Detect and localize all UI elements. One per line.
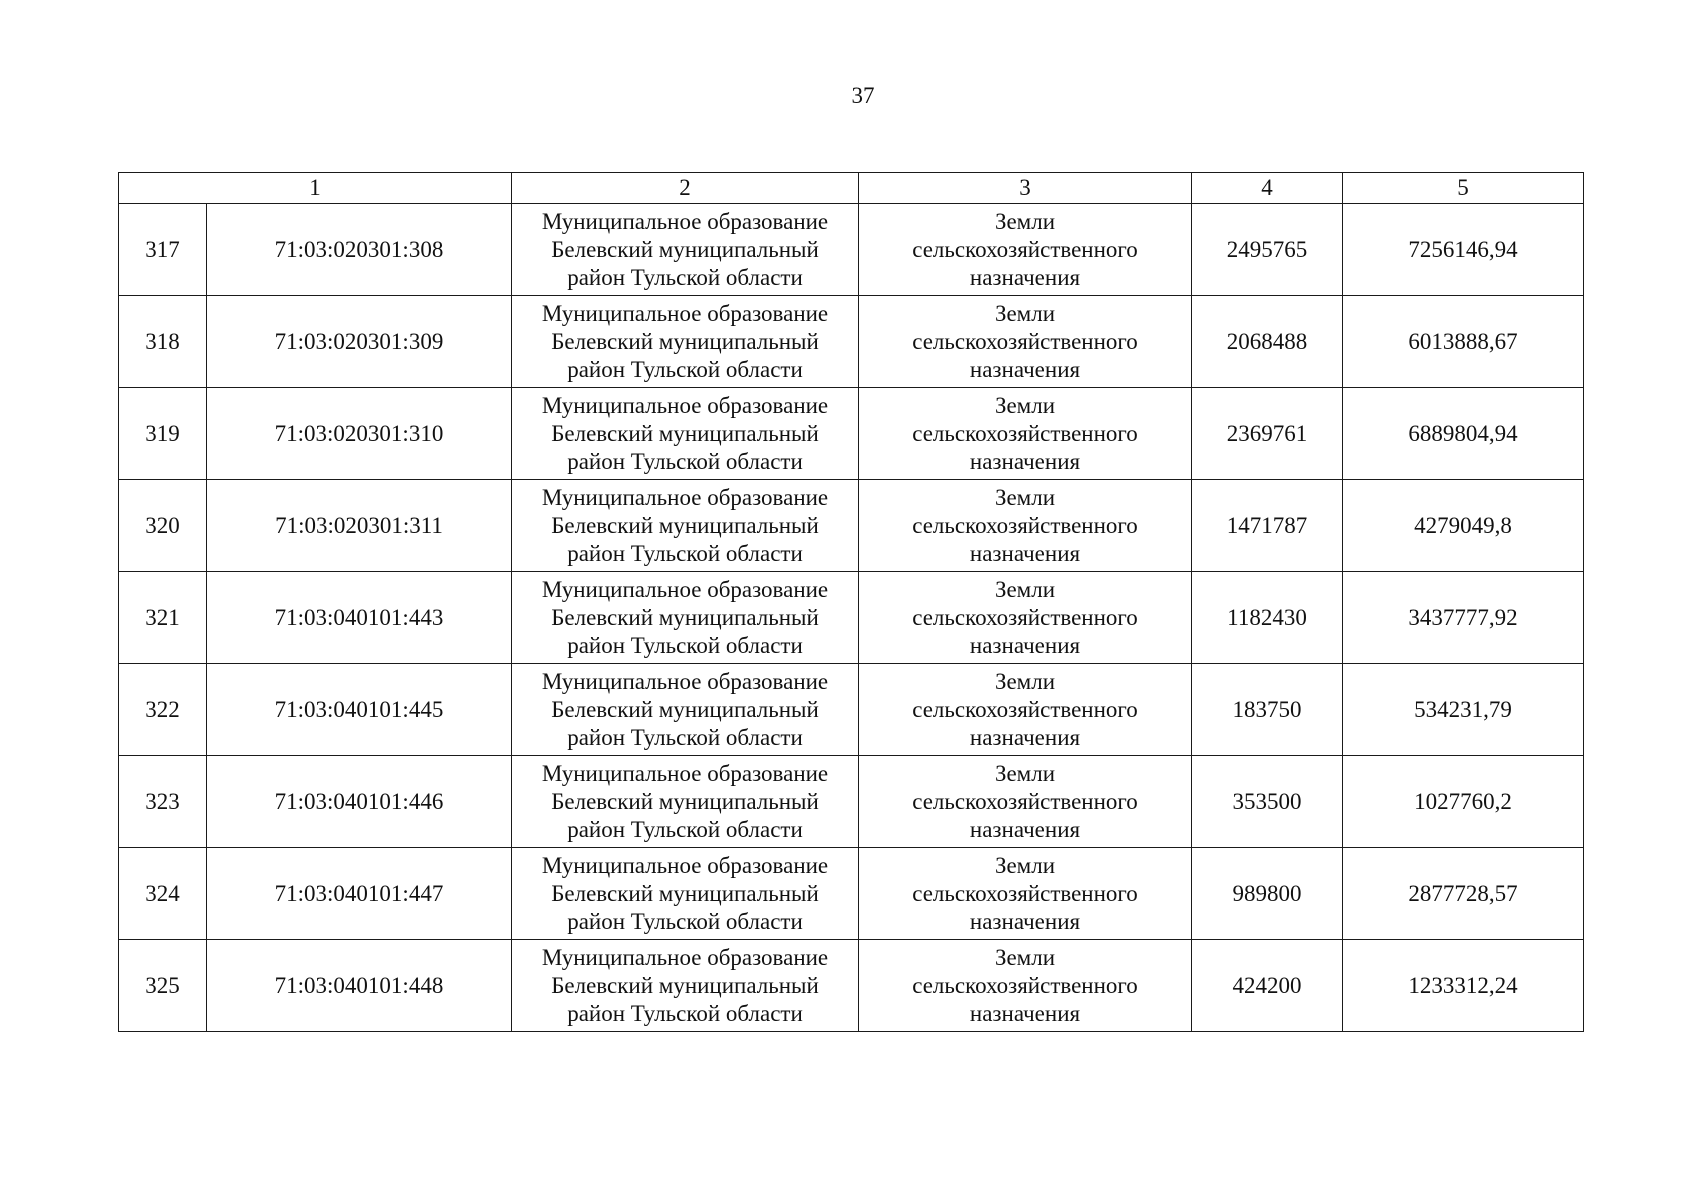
area-cell: 989800 xyxy=(1192,848,1343,940)
row-index-cell: 322 xyxy=(119,664,207,756)
land-category-line: Земли xyxy=(994,576,1056,602)
land-category-line: назначения xyxy=(969,264,1081,290)
land-parcel-table xyxy=(118,172,1584,1032)
owner-line: район Тульской области xyxy=(567,816,803,842)
cadastral-number-cell: 71:03:040101:447 xyxy=(207,848,512,940)
owner-line: Муниципальное образование xyxy=(541,576,829,602)
table-row xyxy=(119,940,1584,1032)
row-index-cell: 319 xyxy=(119,388,207,480)
land-category-cell xyxy=(859,296,1192,388)
row-index-cell: 325 xyxy=(119,940,207,1032)
table-row xyxy=(119,296,1584,388)
page-number: 37 xyxy=(851,83,875,108)
row-index-cell: 320 xyxy=(119,480,207,572)
land-category-line: Земли xyxy=(994,208,1056,234)
owner-line: район Тульской области xyxy=(567,264,803,290)
area-cell: 1471787 xyxy=(1192,480,1343,572)
owner-line: Белевский муниципальный xyxy=(551,512,819,538)
land-category-line: сельскохозяйственного xyxy=(912,328,1138,354)
table-row xyxy=(119,664,1584,756)
owner-line: Белевский муниципальный xyxy=(551,972,819,998)
area-cell: 2495765 xyxy=(1192,204,1343,296)
cadastral-value-cell: 1027760,2 xyxy=(1343,756,1584,848)
column-header-5: 5 xyxy=(1343,173,1584,204)
owner-line: район Тульской области xyxy=(567,724,803,750)
owner-line: Белевский муниципальный xyxy=(551,236,819,262)
row-index-cell: 324 xyxy=(119,848,207,940)
owner-line: район Тульской области xyxy=(567,356,803,382)
owner-cell xyxy=(512,480,859,572)
row-index-cell: 323 xyxy=(119,756,207,848)
column-number-header-row xyxy=(119,173,1584,204)
cadastral-value-cell: 7256146,94 xyxy=(1343,204,1584,296)
table-row xyxy=(119,756,1584,848)
land-category-line: назначения xyxy=(969,1000,1081,1026)
table-body xyxy=(119,173,1584,1032)
owner-cell xyxy=(512,296,859,388)
column-header-1: 1 xyxy=(119,173,512,204)
owner-line: район Тульской области xyxy=(567,540,803,566)
owner-line: Белевский муниципальный xyxy=(551,788,819,814)
table-row xyxy=(119,480,1584,572)
land-category-line: сельскохозяйственного xyxy=(912,420,1138,446)
owner-line: Муниципальное образование xyxy=(541,208,829,234)
row-index-cell: 318 xyxy=(119,296,207,388)
land-category-cell xyxy=(859,388,1192,480)
land-category-line: назначения xyxy=(969,816,1081,842)
land-category-line: Земли xyxy=(994,852,1056,878)
land-category-cell xyxy=(859,572,1192,664)
cadastral-number-cell: 71:03:040101:443 xyxy=(207,572,512,664)
cadastral-number-cell: 71:03:020301:311 xyxy=(207,480,512,572)
row-index-cell: 321 xyxy=(119,572,207,664)
land-category-line: сельскохозяйственного xyxy=(912,880,1138,906)
row-index-cell: 317 xyxy=(119,204,207,296)
land-category-line: Земли xyxy=(994,300,1056,326)
cadastral-number-cell: 71:03:040101:448 xyxy=(207,940,512,1032)
land-category-line: назначения xyxy=(969,356,1081,382)
land-category-line: назначения xyxy=(969,448,1081,474)
land-category-line: назначения xyxy=(969,724,1081,750)
column-header-4: 4 xyxy=(1192,173,1343,204)
owner-line: Муниципальное образование xyxy=(541,852,829,878)
owner-line: Муниципальное образование xyxy=(541,392,829,418)
table-row xyxy=(119,204,1584,296)
cadastral-value-cell: 1233312,24 xyxy=(1343,940,1584,1032)
land-category-line: Земли xyxy=(994,668,1056,694)
land-category-cell xyxy=(859,664,1192,756)
land-category-line: сельскохозяйственного xyxy=(912,512,1138,538)
area-cell: 353500 xyxy=(1192,756,1343,848)
owner-cell xyxy=(512,572,859,664)
owner-line: Муниципальное образование xyxy=(541,484,829,510)
land-category-cell xyxy=(859,848,1192,940)
land-category-line: сельскохозяйственного xyxy=(912,236,1138,262)
land-category-line: сельскохозяйственного xyxy=(912,788,1138,814)
area-cell: 2369761 xyxy=(1192,388,1343,480)
cadastral-value-cell: 6889804,94 xyxy=(1343,388,1584,480)
owner-cell xyxy=(512,204,859,296)
owner-line: Белевский муниципальный xyxy=(551,420,819,446)
land-category-line: Земли xyxy=(994,484,1056,510)
owner-line: Белевский муниципальный xyxy=(551,604,819,630)
owner-cell xyxy=(512,756,859,848)
land-category-line: назначения xyxy=(969,632,1081,658)
owner-line: район Тульской области xyxy=(567,448,803,474)
owner-line: Белевский муниципальный xyxy=(551,880,819,906)
table-row xyxy=(119,848,1584,940)
owner-line: Муниципальное образование xyxy=(541,760,829,786)
cadastral-number-cell: 71:03:040101:446 xyxy=(207,756,512,848)
owner-line: район Тульской области xyxy=(567,632,803,658)
land-category-cell xyxy=(859,204,1192,296)
area-cell: 183750 xyxy=(1192,664,1343,756)
land-category-line: назначения xyxy=(969,540,1081,566)
owner-line: Муниципальное образование xyxy=(541,668,829,694)
owner-line: Белевский муниципальный xyxy=(551,696,819,722)
cadastral-number-cell: 71:03:020301:309 xyxy=(207,296,512,388)
owner-line: район Тульской области xyxy=(567,908,803,934)
owner-cell xyxy=(512,940,859,1032)
table-row xyxy=(119,572,1584,664)
cadastral-value-cell: 6013888,67 xyxy=(1343,296,1584,388)
owner-cell xyxy=(512,388,859,480)
land-category-line: Земли xyxy=(994,944,1056,970)
land-category-cell xyxy=(859,756,1192,848)
land-category-line: назначения xyxy=(969,908,1081,934)
owner-cell xyxy=(512,848,859,940)
owner-line: Белевский муниципальный xyxy=(551,328,819,354)
land-category-line: сельскохозяйственного xyxy=(912,696,1138,722)
cadastral-value-cell: 4279049,8 xyxy=(1343,480,1584,572)
cadastral-number-cell: 71:03:020301:308 xyxy=(207,204,512,296)
area-cell: 2068488 xyxy=(1192,296,1343,388)
cadastral-number-cell: 71:03:040101:445 xyxy=(207,664,512,756)
land-category-cell xyxy=(859,940,1192,1032)
owner-line: район Тульской области xyxy=(567,1000,803,1026)
cadastral-number-cell: 71:03:020301:310 xyxy=(207,388,512,480)
land-category-line: сельскохозяйственного xyxy=(912,972,1138,998)
column-header-2: 2 xyxy=(512,173,859,204)
column-header-3: 3 xyxy=(859,173,1192,204)
area-cell: 424200 xyxy=(1192,940,1343,1032)
land-category-line: Земли xyxy=(994,392,1056,418)
land-category-cell xyxy=(859,480,1192,572)
owner-line: Муниципальное образование xyxy=(541,944,829,970)
area-cell: 1182430 xyxy=(1192,572,1343,664)
cadastral-value-cell: 3437777,92 xyxy=(1343,572,1584,664)
cadastral-value-cell: 534231,79 xyxy=(1343,664,1584,756)
land-category-line: сельскохозяйственного xyxy=(912,604,1138,630)
cadastral-value-cell: 2877728,57 xyxy=(1343,848,1584,940)
owner-cell xyxy=(512,664,859,756)
table-row xyxy=(119,388,1584,480)
land-category-line: Земли xyxy=(994,760,1056,786)
owner-line: Муниципальное образование xyxy=(541,300,829,326)
